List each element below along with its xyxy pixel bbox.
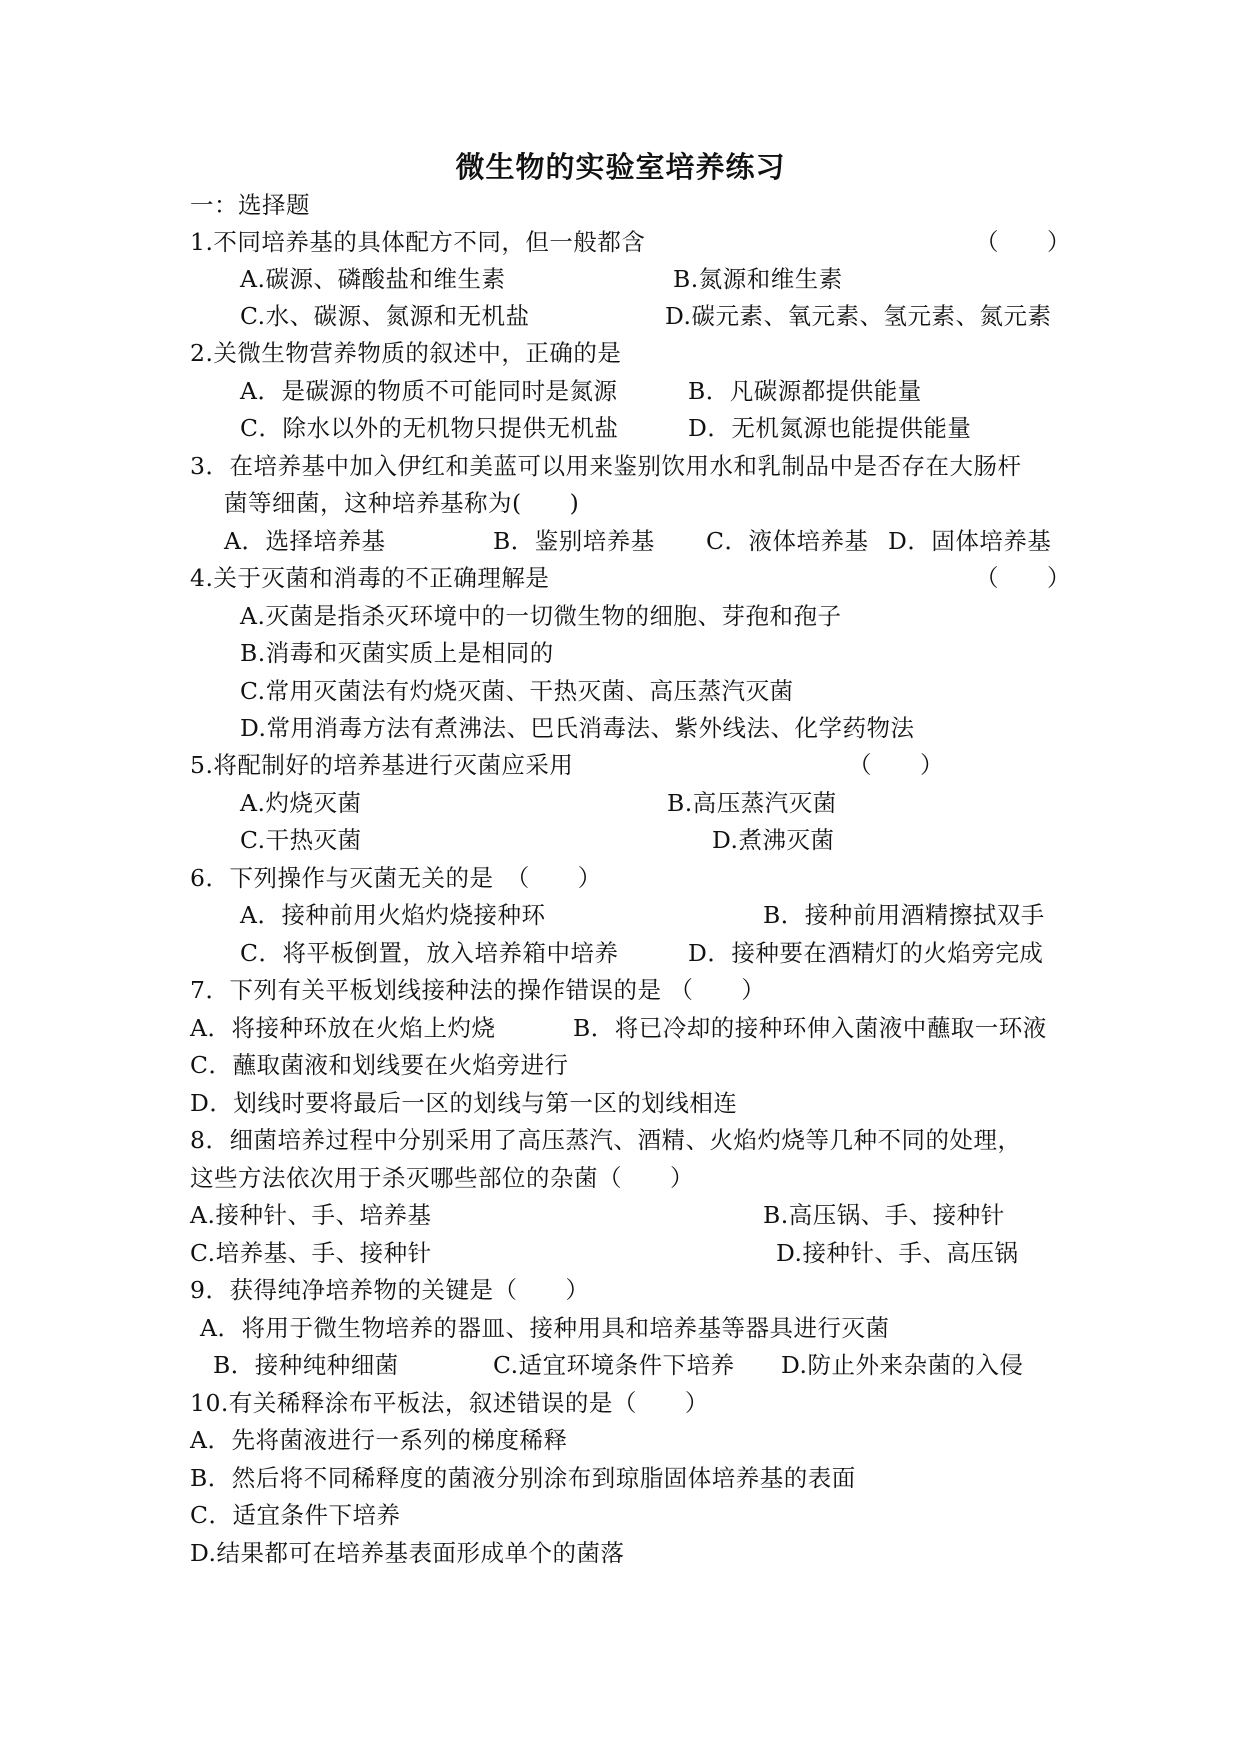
q7-stem: 7．下列有关平板划线接种法的操作错误的是 （ ） — [190, 976, 766, 1004]
q8-stem-line2: 这些方法依次用于杀灭哪些部位的杂菌（ ） — [190, 1164, 694, 1192]
q1-option-d: D.碳元素、氧元素、氢元素、氮元素 — [665, 302, 1052, 330]
q3-option-c: C．液体培养基 — [706, 527, 869, 555]
q9-option-a: A．将用于微生物培养的器皿、接种用具和培养基等器具进行灭菌 — [200, 1314, 890, 1342]
q10-option-a: A．先将菌液进行一系列的梯度稀释 — [190, 1426, 568, 1454]
q4-option-a: A.灭菌是指杀灭环境中的一切微生物的细胞、芽孢和孢子 — [240, 602, 842, 630]
q4-option-c: C.常用灭菌法有灼烧灭菌、干热灭菌、高压蒸汽灭菌 — [240, 677, 794, 705]
q6-option-d: D．接种要在酒精灯的火焰旁完成 — [688, 939, 1044, 967]
q8-option-d: D.接种针、手、高压锅 — [776, 1239, 1019, 1267]
q7-option-b: B．将已冷却的接种环伸入菌液中蘸取一环液 — [573, 1014, 1047, 1042]
q9-option-d: D.防止外来杂菌的入侵 — [781, 1351, 1024, 1379]
q7-option-a: A．将接种环放在火焰上灼烧 — [190, 1014, 496, 1042]
q10-stem: 10.有关稀释涂布平板法，叙述错误的是（ ） — [190, 1389, 709, 1417]
q5-stem: 5.将配制好的培养基进行灭菌应采用 — [190, 751, 574, 779]
page-title: 微生物的实验室培养练习 — [455, 150, 786, 184]
q4-option-b: B.消毒和灭菌实质上是相同的 — [240, 639, 554, 667]
q3-option-b: B．鉴别培养基 — [493, 527, 655, 555]
q2-option-c: C．除水以外的无机物只提供无机盐 — [240, 414, 619, 442]
q5-option-c: C.干热灭菌 — [240, 826, 362, 854]
q10-option-d: D.结果都可在培养基表面形成单个的菌落 — [190, 1539, 625, 1567]
q3-stem-line1: 3．在培养基中加入伊红和美蓝可以用来鉴别饮用水和乳制品中是否存在大肠杆 — [190, 452, 1022, 480]
q1-option-c: C.水、碳源、氮源和无机盐 — [240, 302, 530, 330]
q10-option-b: B．然后将不同稀释度的菌液分别涂布到琼脂固体培养基的表面 — [190, 1464, 856, 1492]
q8-option-b: B.高压锅、手、接种针 — [763, 1201, 1005, 1229]
q6-stem: 6．下列操作与灭菌无关的是 （ ） — [190, 864, 602, 892]
q9-option-b: B．接种纯种细菌 — [213, 1351, 399, 1379]
section-heading: 一：选择题 — [190, 191, 310, 219]
q1-answer-paren: （ ） — [975, 228, 1071, 256]
q3-stem-line2: 菌等细菌，这种培养基称为( ) — [224, 489, 580, 517]
q9-option-c: C.适宜环境条件下培养 — [493, 1351, 735, 1379]
q7-option-c: C．蘸取菌液和划线要在火焰旁进行 — [190, 1051, 569, 1079]
q5-option-d: D.煮沸灭菌 — [712, 826, 835, 854]
q8-option-c: C.培养基、手、接种针 — [190, 1239, 432, 1267]
q7-option-d: D．划线时要将最后一区的划线与第一区的划线相连 — [190, 1089, 738, 1117]
q9-stem: 9．获得纯净培养物的关键是（ ） — [190, 1276, 590, 1304]
q6-option-a: A．接种前用火焰灼烧接种环 — [240, 901, 546, 929]
q8-stem-line1: 8．细菌培养过程中分别采用了高压蒸汽、酒精、火焰灼烧等几种不同的处理， — [190, 1126, 1022, 1154]
q1-option-b: B.氮源和维生素 — [673, 265, 843, 293]
q3-option-d: D．固体培养基 — [888, 527, 1052, 555]
q4-option-d: D.常用消毒方法有煮沸法、巴氏消毒法、紫外线法、化学药物法 — [240, 714, 915, 742]
q8-option-a: A.接种针、手、培养基 — [190, 1201, 432, 1229]
q1-stem: 1.不同培养基的具体配方不同，但一般都含 — [190, 228, 646, 256]
q2-option-b: B．凡碳源都提供能量 — [688, 377, 922, 405]
q6-option-b: B．接种前用酒精擦拭双手 — [763, 901, 1045, 929]
q4-stem: 4.关于灭菌和消毒的不正确理解是 — [190, 564, 550, 592]
q2-option-a: A．是碳源的物质不可能同时是氮源 — [240, 377, 618, 405]
q4-answer-paren: （ ） — [975, 564, 1071, 592]
q5-option-b: B.高压蒸汽灭菌 — [667, 789, 837, 817]
q6-option-c: C．将平板倒置，放入培养箱中培养 — [240, 939, 619, 967]
q1-option-a: A.碳源、磷酸盐和维生素 — [240, 265, 506, 293]
q5-answer-paren: （ ） — [848, 751, 944, 779]
q10-option-c: C．适宜条件下培养 — [190, 1501, 401, 1529]
q2-option-d: D．无机氮源也能提供能量 — [688, 414, 972, 442]
q2-stem: 2.关微生物营养物质的叙述中，正确的是 — [190, 339, 622, 367]
q3-option-a: A．选择培养基 — [224, 527, 386, 555]
q5-option-a: A.灼烧灭菌 — [240, 789, 362, 817]
